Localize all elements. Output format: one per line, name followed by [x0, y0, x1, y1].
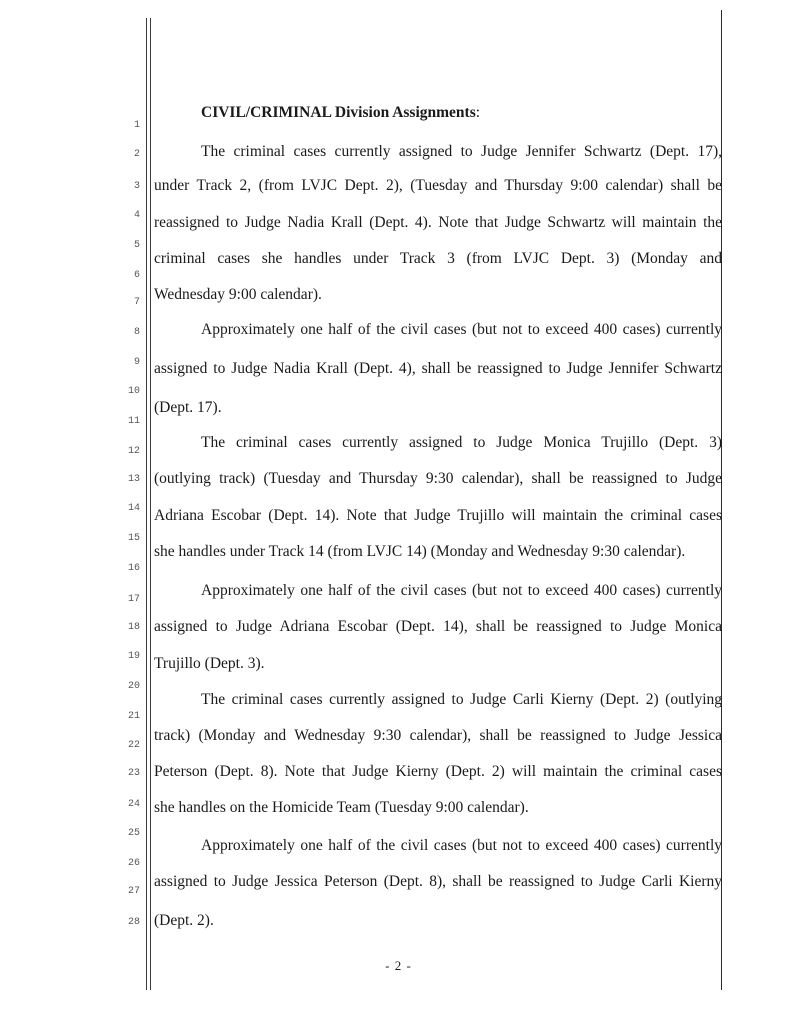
- line-number: 19: [127, 651, 140, 662]
- line-number: 27: [127, 886, 140, 897]
- text-line: assigned to Judge Jessica Peterson (Dept. 8), shall be reassigned to Judge Carli Kierny: [154, 873, 722, 890]
- line-number: 2: [133, 149, 140, 160]
- line-number: 6: [133, 270, 140, 281]
- text-line: Approximately one half of the civil cases (but not to exceed 400 cases) currently: [201, 837, 722, 854]
- line-number: 11: [127, 416, 140, 427]
- section-heading: [201, 104, 480, 122]
- text-line: (outlying track) (Tuesday and Thursday 9:30 calendar), shall be reassigned to Judge: [154, 470, 722, 487]
- text-line: Trujillo (Dept. 3).: [154, 655, 265, 672]
- line-number: 8: [133, 327, 140, 338]
- text-line: reassigned to Judge Nadia Krall (Dept. 4). Note that Judge Schwartz will maintain the: [154, 214, 722, 231]
- margin-rule-left-outer: [146, 18, 147, 990]
- line-number: 1: [133, 120, 140, 131]
- section-heading-title: CIVIL/CRIMINAL Division Assignments: [201, 104, 476, 121]
- page-number: - 2 -: [385, 958, 412, 973]
- text-line: Approximately one half of the civil cases (but not to exceed 400 cases) currently: [201, 321, 722, 338]
- text-line: Adriana Escobar (Dept. 14). Note that Judge Trujillo will maintain the criminal cases: [154, 507, 722, 524]
- line-number: 25: [127, 828, 140, 839]
- line-number: 9: [133, 357, 140, 368]
- text-line: Approximately one half of the civil cases (but not to exceed 400 cases) currently: [201, 582, 722, 599]
- line-number: 21: [127, 711, 140, 722]
- line-number: 5: [133, 240, 140, 251]
- text-line: she handles under Track 14 (from LVJC 14) (Monday and Wednesday 9:30 calendar).: [154, 543, 686, 560]
- margin-rule-left-inner: [150, 18, 151, 990]
- text-line: under Track 2, (from LVJC Dept. 2), (Tuesday and Thursday 9:00 calendar) shall be: [154, 177, 722, 194]
- text-line: (Dept. 17).: [154, 399, 222, 416]
- line-number: 10: [127, 386, 140, 397]
- text-line: Peterson (Dept. 8). Note that Judge Kierny (Dept. 2) will maintain the criminal cases: [154, 763, 722, 780]
- text-line: The criminal cases currently assigned to Judge Jennifer Schwartz (Dept. 17),: [201, 143, 722, 160]
- line-number: 16: [127, 563, 140, 574]
- line-number: 3: [133, 181, 140, 192]
- text-line: criminal cases she handles under Track 3 (from LVJC Dept. 3) (Monday and: [154, 250, 722, 267]
- text-line: (Dept. 2).: [154, 912, 214, 929]
- section-heading-colon: :: [475, 104, 481, 121]
- line-number: 24: [127, 799, 140, 810]
- text-line: The criminal cases currently assigned to Judge Carli Kierny (Dept. 2) (outlying: [201, 691, 722, 708]
- line-number: 17: [127, 594, 140, 605]
- text-line: track) (Monday and Wednesday 9:30 calendar), shall be reassigned to Judge Jessica: [154, 727, 722, 744]
- line-number: 4: [133, 210, 140, 221]
- line-number: 7: [133, 297, 140, 308]
- text-line: The criminal cases currently assigned to Judge Monica Trujillo (Dept. 3): [201, 434, 722, 451]
- line-number: 14: [127, 503, 140, 514]
- line-number: 12: [127, 446, 140, 457]
- text-line: assigned to Judge Nadia Krall (Dept. 4), shall be reassigned to Judge Jennifer Schwartz: [154, 360, 722, 377]
- line-number: 18: [127, 622, 140, 633]
- line-number: 28: [127, 917, 140, 928]
- line-number: 13: [127, 474, 140, 485]
- text-line: Wednesday 9:00 calendar).: [154, 286, 322, 303]
- line-number: 15: [127, 533, 140, 544]
- text-line: she handles on the Homicide Team (Tuesday 9:00 calendar).: [154, 799, 529, 816]
- line-number: 20: [127, 681, 140, 692]
- text-line: assigned to Judge Adriana Escobar (Dept. 14), shall be reassigned to Judge Monica: [154, 618, 722, 635]
- line-number: 23: [127, 768, 140, 779]
- line-number: 22: [127, 740, 140, 751]
- line-number: 26: [127, 858, 140, 869]
